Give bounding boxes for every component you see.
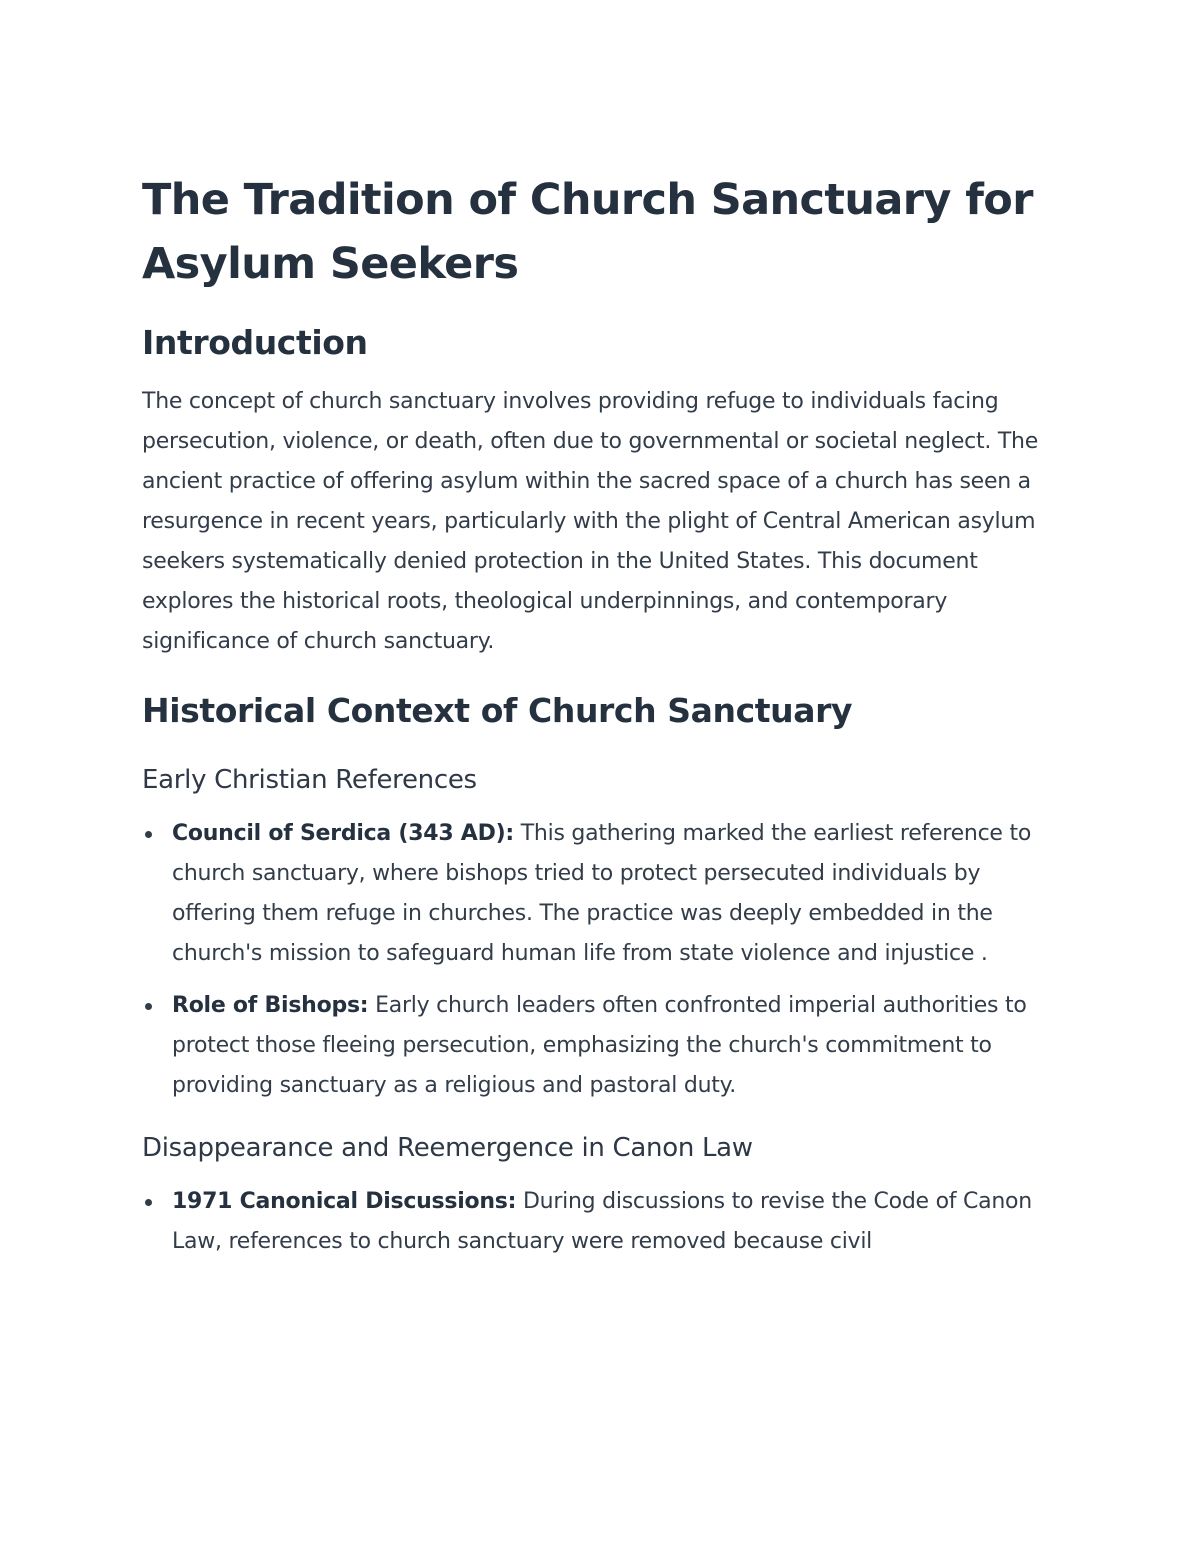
list-item-term: 1971 Canonical Discussions:	[172, 1189, 517, 1214]
early-christian-heading: Early Christian References	[142, 765, 477, 795]
list-item	[142, 814, 1057, 974]
list-item	[142, 986, 1057, 1106]
list-item-text: This gathering marked the earliest reference to church sanctuary, where bishops tried to protect persecuted individuals by offering them refuge in churches. The practice was deeply embedded in the church's mission to safeguard human life from state violence and injustice .	[172, 821, 1032, 966]
list-item	[142, 1182, 1057, 1262]
list-item-term: Role of Bishops:	[172, 993, 369, 1018]
early-christian-list	[142, 814, 1057, 1106]
bullet-icon	[145, 831, 152, 838]
document-page	[142, 168, 1057, 1274]
list-item-text: During discussions to revise the Code of Canon Law, references to church sanctuary were removed because civil	[172, 1189, 1032, 1254]
bullet-icon	[145, 1003, 152, 1010]
historical-context-heading: Historical Context of Church Sanctuary	[142, 691, 853, 730]
list-item-text: Early church leaders often confronted imperial authorities to protect those fleeing persecution, emphasizing the church's commitment to providing sanctuary as a religious and pastoral duty.	[172, 993, 1027, 1098]
document-title: The Tradition of Church Sanctuary for Asylum Seekers	[142, 175, 1033, 289]
canon-law-list	[142, 1182, 1057, 1262]
list-item-term: Council of Serdica (343 AD):	[172, 821, 514, 846]
introduction-heading: Introduction	[142, 323, 368, 362]
bullet-icon	[145, 1199, 152, 1206]
canon-law-heading: Disappearance and Reemergence in Canon Law	[142, 1133, 753, 1163]
introduction-paragraph: The concept of church sanctuary involves providing refuge to individuals facing persecution, violence, or death, often due to governmental or societal neglect. The ancient practice of offering asylum within the sacred space of a church has seen a resurgence in recent years, particularly with the plight of Central American asylum seekers systematically denied protection in the United States. This document explores the historical roots, theological underpinnings, and contemporary significance of church sanctuary.	[142, 389, 1039, 654]
